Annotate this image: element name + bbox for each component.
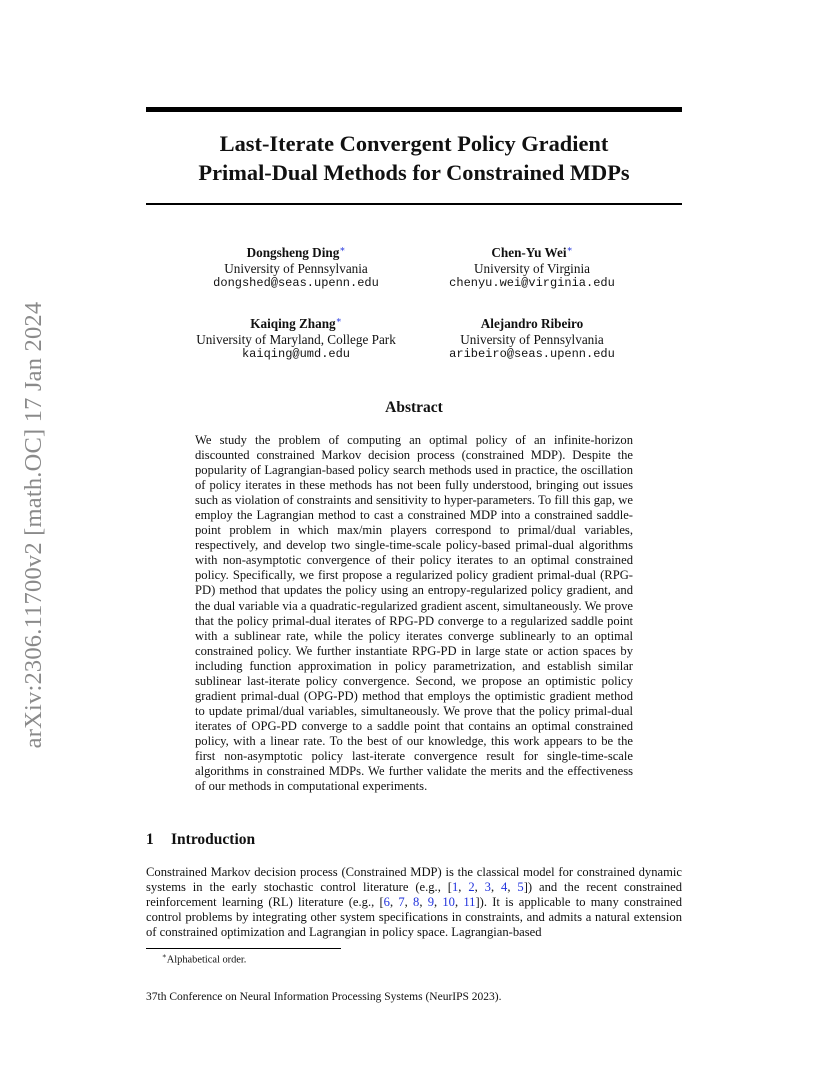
footnote-text: Alphabetical order. <box>166 954 247 966</box>
author-footnote-mark[interactable]: ∗ <box>566 244 573 254</box>
title-line-1: Last-Iterate Convergent Policy Gradient <box>219 131 609 156</box>
author-affiliation: University of Maryland, College Park <box>196 331 396 347</box>
author-name: Chen-Yu Wei∗ <box>491 244 573 260</box>
author-name: Kaiqing Zhang∗ <box>250 315 342 331</box>
conference-note: 37th Conference on Neural Information Processing Systems (NeurIPS 2023). <box>146 991 502 1003</box>
footnote-rule <box>146 948 341 949</box>
citation-link[interactable]: 8 <box>413 895 420 910</box>
citation-link[interactable]: 9 <box>427 895 434 910</box>
footnote <box>162 952 246 965</box>
author-name: Alejandro Ribeiro <box>480 316 584 331</box>
author-affiliation: University of Virginia <box>474 260 590 276</box>
citation-link[interactable]: 2 <box>468 880 475 895</box>
title-rule-bottom <box>146 203 682 205</box>
citation-link[interactable]: 7 <box>398 895 405 910</box>
author-affiliation: University of Pennsylvania <box>224 260 368 276</box>
author-footnote-mark[interactable]: ∗ <box>339 244 346 254</box>
citation-link[interactable]: 11 <box>463 895 476 910</box>
author-block <box>196 242 396 292</box>
paper-title <box>146 129 682 187</box>
citation-link[interactable]: 5 <box>517 880 524 895</box>
citation-link[interactable]: 1 <box>451 880 459 895</box>
citation-link[interactable]: 10 <box>442 895 455 910</box>
arxiv-identifier: arXiv:2306.11700v2 [math.OC] 17 Jan 2024 <box>20 301 47 749</box>
section-title: Introduction <box>171 831 256 848</box>
author-email: kaiqing@umd.edu <box>241 347 351 361</box>
abstract-heading: Abstract <box>385 399 443 416</box>
author-block <box>186 313 406 363</box>
title-rule-top <box>146 107 682 112</box>
citation-link[interactable]: 4 <box>501 880 508 895</box>
section-heading <box>146 831 255 849</box>
author-name: Dongsheng Ding∗ <box>246 244 346 260</box>
author-block <box>432 242 632 292</box>
abstract-body: We study the problem of computing an optimal policy of an infinite-horizon discounted constrained Markov decision process (constrained MDP). Despite the popularity of Lagrangian-based policy search methods used in practice, the oscillation of policy iterates in these methods has not been fully understood, bringing out issues such as violation of constraints and sensitivity to hyper-parameters. To fill this gap, we employ the Lagrangian method to cast a constrained MDP into a constrained saddle-point problem in which max/min players correspond to primal/dual variables, respectively, and develop two single-time-scale policy-based primal-dual algorithms with non-asymptotic convergence of their policy iterates to an optimal constrained policy. Specifically, we first propose a regularized policy gradient primal-dual (RPG-PD) method that updates the policy using an entropy-regularized policy gradient, and the dual variable via a quadratic-regularized gradient ascent, simultaneously. We prove that the policy primal-dual iterates of RPG-PD converge to a regularized saddle point with a sublinear rate, while the policy iterates converge sublinearly to an optimal constrained policy. We further instantiate RPG-PD in large state or action spaces by including function approximation in policy parametrization, and establish similar sublinear last-iterate policy convergence. Second, we propose an optimistic policy gradient primal-dual (OPG-PD) method that employs the optimistic gradient method to update primal/dual variables, simultaneously. We prove that the policy primal-dual iterates of OPG-PD converge to a saddle point that contains an optimal constrained policy, with a linear rate. To the best of our knowledge, this work appears to be the first non-asymptotic policy last-iterate convergence result for single-time-scale algorithms in constrained MDPs. We further validate the merits and the effectiveness of our methods in computational experiments. <box>195 433 633 794</box>
intro-paragraph: Constrained Markov decision process (Constrained MDP) is the classical model for constrained dynamic systems in the early stochastic control literature (e.g., [1, 2, 3, 4, 5]) and the recent constrained reinforcement learning (RL) literature (e.g., [6, 7, 8, 9, 10, 11]). It is applicable to many constrained control problems by integrating other system specifications in constraints, and admits a natural extension of constrained optimization and Lagrangian in policy space. Lagrangian-based <box>146 865 683 940</box>
author-block <box>432 313 632 363</box>
title-line-2: Primal-Dual Methods for Constrained MDPs <box>198 160 630 185</box>
author-footnote-mark[interactable]: ∗ <box>335 315 342 325</box>
author-email: chenyu.wei@virginia.edu <box>449 276 615 290</box>
citation-link[interactable]: 6 <box>383 895 390 910</box>
author-email: aribeiro@seas.upenn.edu <box>449 347 615 361</box>
section-number: 1 <box>146 831 154 848</box>
footnote-mark: ∗ <box>162 952 167 960</box>
citation-link[interactable]: 3 <box>484 880 491 895</box>
author-affiliation: University of Pennsylvania <box>460 331 604 347</box>
author-email: dongshed@seas.upenn.edu <box>213 276 379 290</box>
